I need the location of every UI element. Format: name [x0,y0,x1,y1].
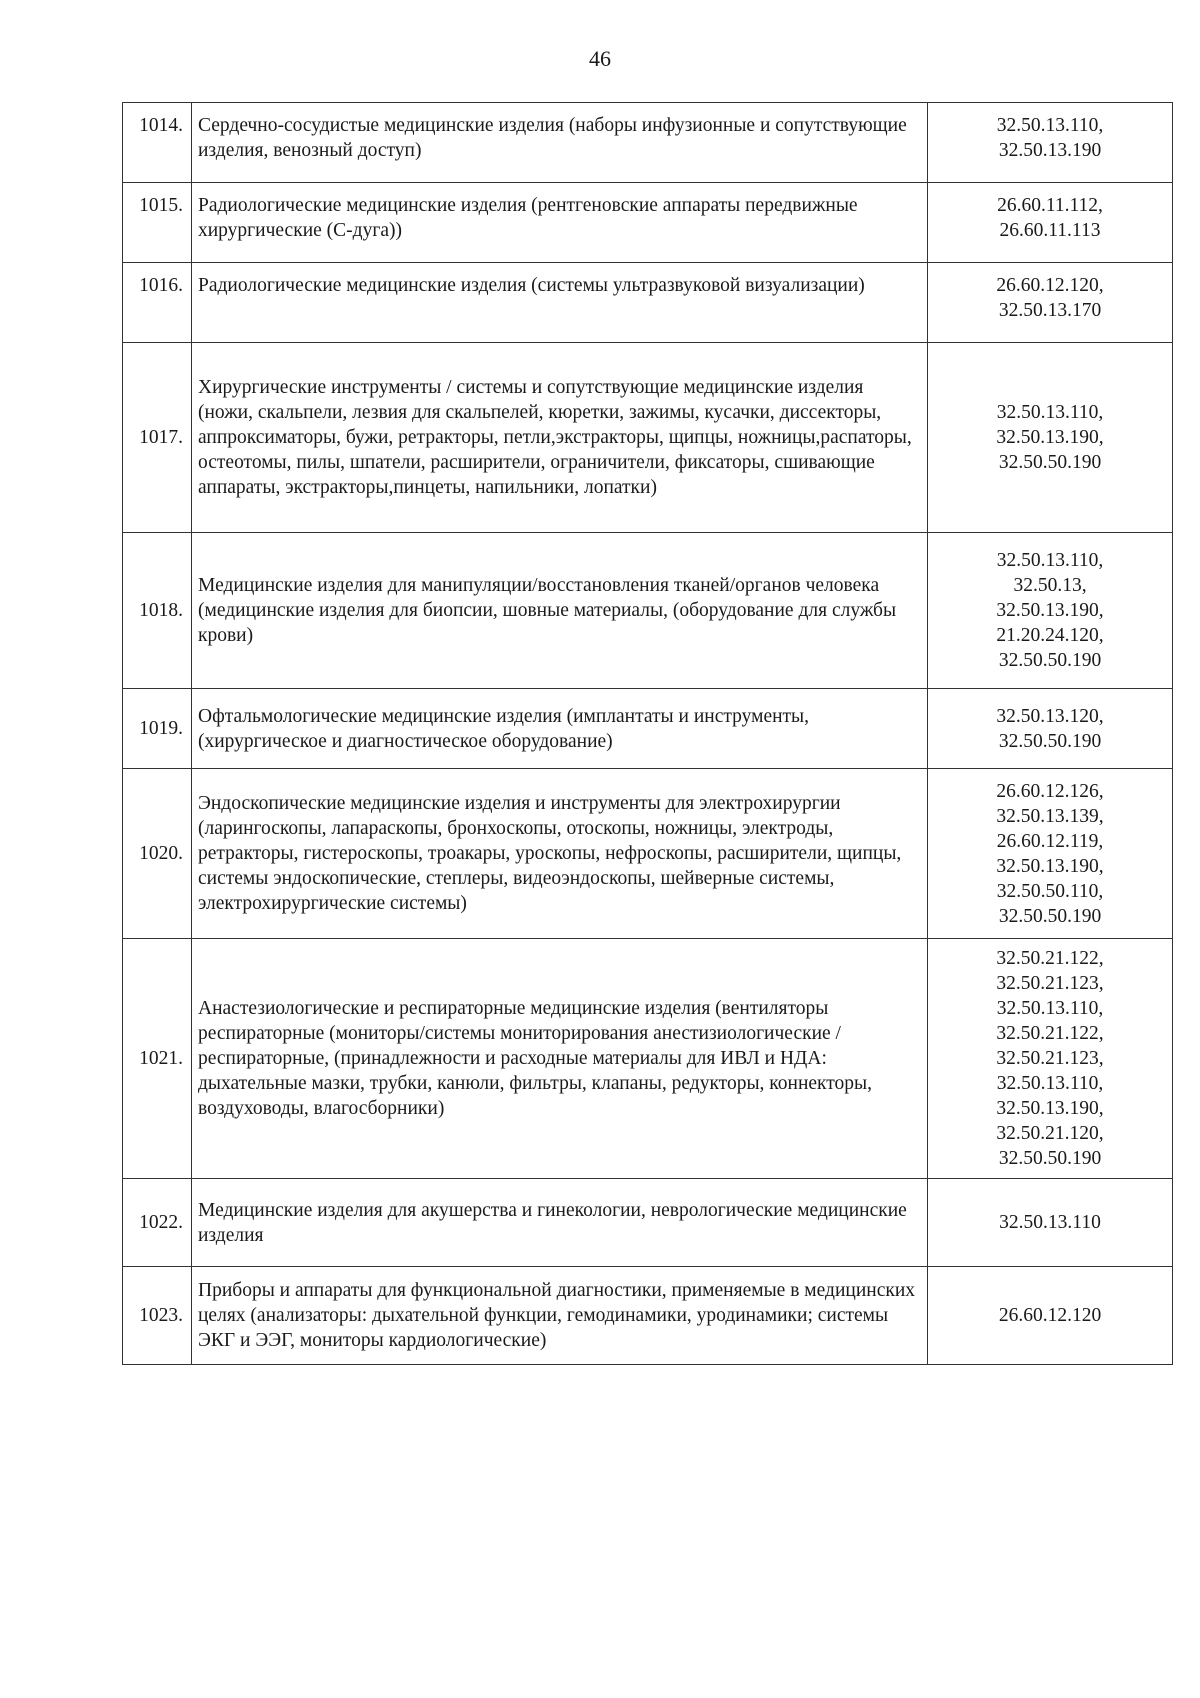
code-value: 32.50.13, [1013,575,1087,596]
code-value: 32.50.50.110, [996,880,1104,902]
code-value: 32.50.50.190 [998,1148,1102,1169]
row-name: Радиологические медицинские изделия (системы ультразвуковой визуализации) [192,263,928,343]
code-value: 32.50.13.190, [996,855,1104,877]
code-value: 32.50.13.110 [999,1212,1101,1233]
code-value: 32.50.21.122, [996,1023,1104,1044]
table-row [123,343,1173,533]
table-row [123,533,1173,689]
code-value: 32.50.50.190 [998,730,1102,752]
row-codes [928,1179,1173,1267]
code-value: 32.50.13.190 [998,140,1102,161]
code-value: 26.60.12.120 [998,1305,1102,1326]
code-value: 26.60.11.113 [999,220,1101,241]
table-row [123,939,1173,1179]
table-row [123,1179,1173,1267]
row-codes [928,263,1173,343]
code-value: 32.50.21.123, [996,973,1104,994]
row-number: 1020. [123,769,192,939]
code-value: 21.20.24.120, [996,625,1104,646]
code-value: 32.50.13.110, [996,402,1104,423]
row-codes [928,769,1173,939]
row-number: 1023. [123,1267,192,1365]
row-number: 1017. [123,343,192,533]
table-row [123,1267,1173,1365]
row-name: Офтальмологические медицинские изделия (имплантаты и инструменты, (хирургическое и диагностическое оборудование) [192,689,928,769]
row-codes [928,183,1173,263]
code-value: 26.60.12.119, [996,830,1104,852]
row-name: Сердечно-сосудистые медицинские изделия (наборы инфузионные и сопутствующие изделия, венозный доступ) [192,103,928,183]
code-value: 32.50.50.190 [998,452,1102,473]
row-number: 1014. [123,103,192,183]
row-name: Медицинские изделия для акушерства и гинекологии, неврологические медицинские изделия [192,1179,928,1267]
code-value: 32.50.13.110, [996,998,1104,1019]
code-value: 32.50.13.110, [996,550,1104,571]
row-number: 1019. [123,689,192,769]
table-row [123,103,1173,183]
page-number: 46 [589,46,611,71]
codes-table [122,102,1173,1365]
row-name: Медицинские изделия для манипуляции/восстановления тканей/органов человека (медицинские изделия для биопсии, шовные материалы, (оборудование для службы крови) [192,533,928,689]
row-name: Эндоскопические медицинские изделия и инструменты для электрохирургии (ларингоскопы, лапараскопы, бронхоскопы, отоскопы, ножницы, электроды, ретракторы, гистероскопы, троакары, уроскопы, нефроскопы, расширители, щипцы, системы эндоскопические, степлеры, видеоэндоскопы, шейверные системы, электрохирургические системы) [192,769,928,939]
table-row [123,183,1173,263]
row-codes [928,1267,1173,1365]
code-value: 32.50.13.190, [996,1098,1104,1119]
code-value: 32.50.13.110, [996,1073,1104,1094]
row-number: 1021. [123,939,192,1179]
code-value: 32.50.13.190, [996,600,1104,621]
code-value: 26.60.11.112, [997,195,1103,216]
row-codes [928,939,1173,1179]
row-number: 1018. [123,533,192,689]
row-name: Радиологические медицинские изделия (рентгеновские аппараты передвижные хирургические (С-дуга)) [192,183,928,263]
row-codes [928,103,1173,183]
row-name: Хирургические инструменты / системы и сопутствующие медицинские изделия (ножи, скальпели, лезвия для скальпелей, кюретки, зажимы, кусачки, диссекторы, аппроксиматоры, бужи, ретракторы, петли,экстракторы, щипцы, ножницы,распаторы, остеотомы, пилы, шпатели, расширители, ограничители, фиксаторы, сшивающие аппараты, экстракторы,пинцеты, напильники, лопатки) [192,343,928,533]
table-row [123,689,1173,769]
code-value: 26.60.12.126, [996,780,1104,802]
row-number: 1015. [123,183,192,263]
row-codes [928,689,1173,769]
code-value: 32.50.21.123, [996,1048,1104,1069]
code-value: 32.50.13.190, [996,427,1104,448]
code-value: 26.60.12.120, [996,275,1104,296]
row-codes [928,533,1173,689]
row-number: 1022. [123,1179,192,1267]
row-name: Приборы и аппараты для функциональной диагностики, применяемые в медицинских целях (анализаторы: дыхательной функции, гемодинамики, уродинамики; системы ЭКГ и ЭЭГ, мониторы кардиологические) [192,1267,928,1365]
table-row [123,769,1173,939]
code-value: 32.50.21.122, [996,948,1104,969]
row-codes [928,343,1173,533]
code-value: 32.50.13.110, [996,115,1104,136]
code-value: 32.50.13.139, [996,805,1104,827]
code-value: 32.50.21.120, [996,1123,1104,1144]
code-value: 32.50.50.190 [998,905,1102,927]
code-value: 32.50.50.190 [998,650,1102,671]
row-name: Анастезиологические и респираторные медицинские изделия (вентиляторы респираторные (мониторы/системы мониторирования анестизиологические / респираторные, (принадлежности и расходные материалы для ИВЛ и НДА: дыхательные мазки, трубки, канюли, фильтры, клапаны, редукторы, коннекторы, воздуховоды, влагосборники) [192,939,928,1179]
code-value: 32.50.13.120, [996,705,1104,727]
row-number: 1016. [123,263,192,343]
table-row [123,263,1173,343]
code-value: 32.50.13.170 [998,300,1102,321]
